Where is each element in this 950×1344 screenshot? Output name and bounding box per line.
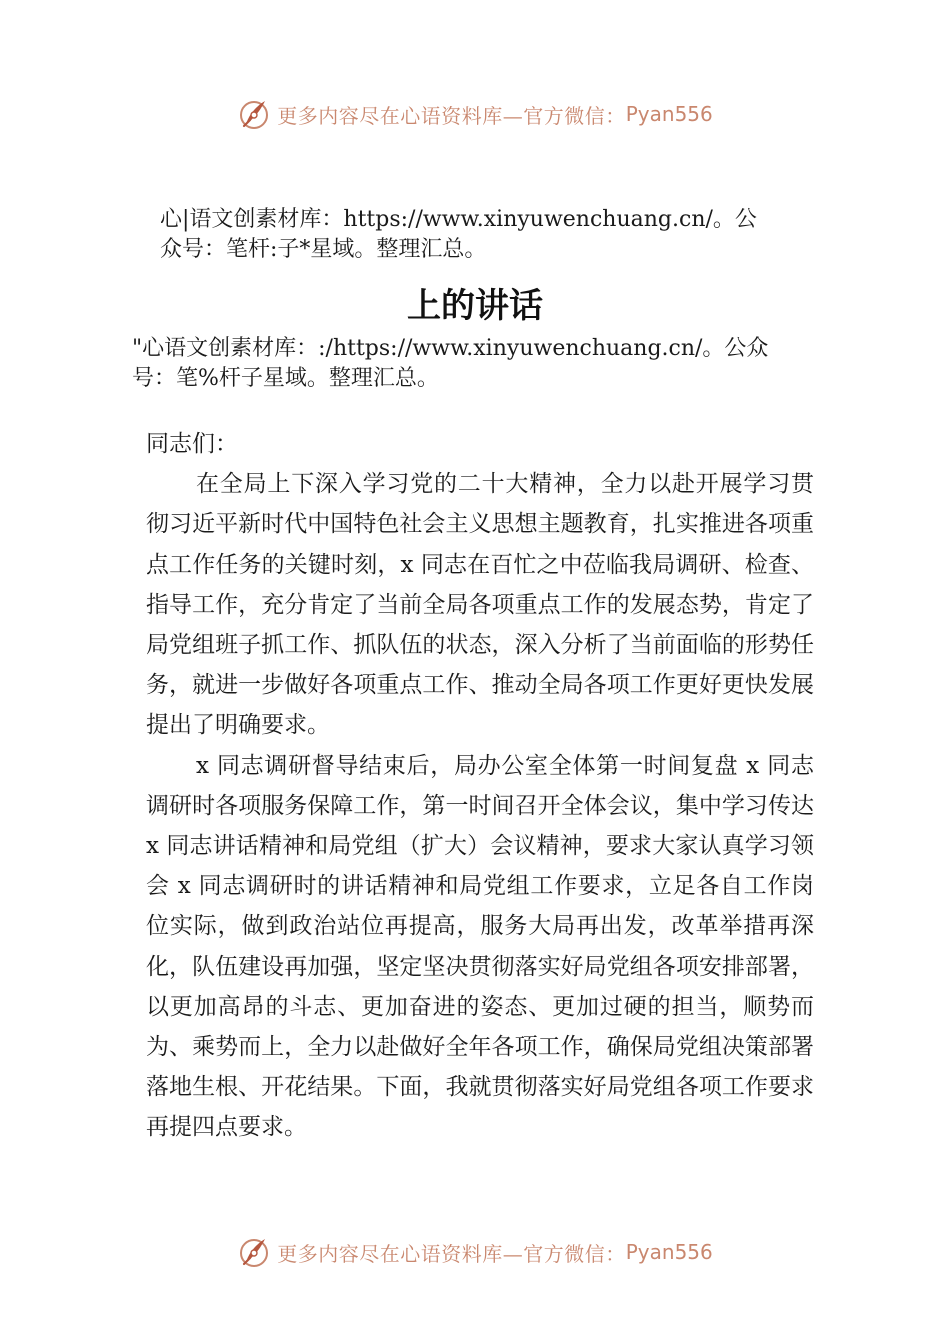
body-paragraph: 在全局上下深入学习党的二十大精神，全力以赴开展学习贯彻习近平新时代中国特色社会主义思想主题教育，扎实推进各项重点工作任务的关键时刻，x 同志在百忙之中莅临我局调研、检查、指导工作，充分肯定了当前全局各项重点工作的发展态势，肯定了局党组班子抓工作、抓队伍的状态，深入分析了当前面临的形势任务，就进一步做好各项重点工作、推动全局各项工作更好更快发展提出了明确要求。 bbox=[146, 471, 814, 739]
header-banner bbox=[0, 94, 950, 134]
source-note-line: 众号：笔杆:子*星域。整理汇总。 bbox=[160, 237, 487, 262]
body-paragraph: x 同志调研督导结束后，局办公室全体第一时间复盘 x 同志调研时各项服务保障工作，第一时间召开全体会议，集中学习传达 x 同志讲话精神和局党组（扩大）会议精神，要求大家认真学习领会 x 同志调研时的讲话精神和局党组工作要求，立足各自工作岗位实际，做到政治站位再提高，服务大局再出发，改革举措再深化，队伍建设再加强，坚定坚决贯彻落实好局党组各项安排部署，以更加高昂的斗志、更加奋进的姿态、更加过硬的担当，顺势而为、乘势而上，全力以赴做好全年各项工作，确保局党组决策部署落地生根、开花结果。下面，我就贯彻落实好局党组各项工作要求再提四点要求。 bbox=[146, 752, 814, 1141]
banner-wechat-id: Pyan556 bbox=[625, 1240, 713, 1264]
source-note-line: 号：笔%杆子星域。整理汇总。 bbox=[132, 366, 439, 391]
footer-banner bbox=[0, 1232, 950, 1272]
page-title: 上的讲话 bbox=[407, 286, 543, 326]
banner-wechat-id: Pyan556 bbox=[625, 102, 713, 126]
source-note-line: "心语文创素材库：:/https://www.xinyuwenchuang.cn/。公众 bbox=[132, 336, 769, 361]
source-note-1 bbox=[160, 205, 757, 265]
source-note-2 bbox=[132, 334, 768, 394]
banner-text: 更多内容尽在心语资料库—官方微信： bbox=[277, 1241, 626, 1266]
quill-logo-icon bbox=[237, 1235, 271, 1269]
banner-text: 更多内容尽在心语资料库—官方微信： bbox=[277, 103, 626, 128]
speech-body bbox=[146, 424, 814, 1148]
source-note-line: 心|语文创素材库：https://www.xinyuwenchuang.cn/。公 bbox=[160, 207, 757, 232]
salutation: 同志们： bbox=[146, 431, 238, 457]
quill-logo-icon bbox=[237, 97, 271, 131]
